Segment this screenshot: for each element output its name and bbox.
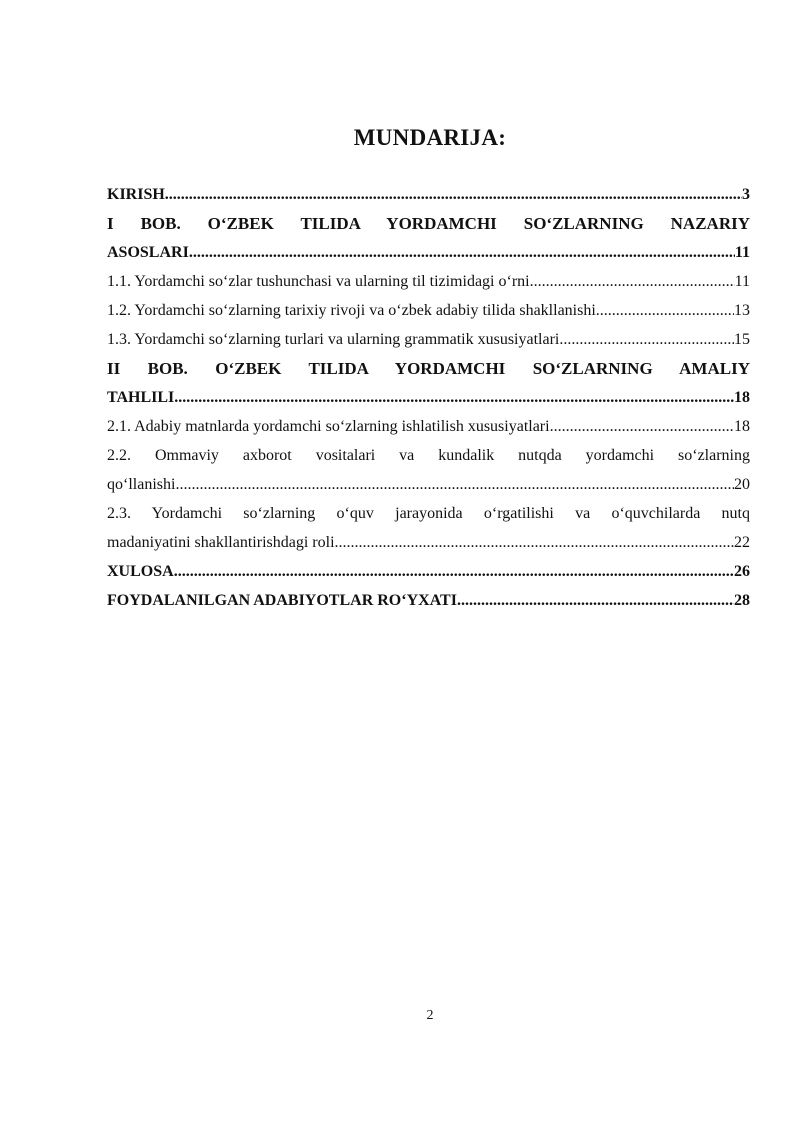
toc-entry-page: 11 — [734, 273, 750, 290]
toc-entry-label: KIRISH — [107, 186, 165, 203]
toc-entry-adabiyotlar[interactable] — [107, 586, 750, 615]
dot-leader — [530, 267, 735, 296]
toc-entry-1-3[interactable] — [107, 325, 750, 354]
toc-entry-label: 1.1. Yordamchi so‘zlar tushunchasi va ularning til tizimidagi o‘rni — [107, 273, 530, 290]
toc-entry-bob2-line1[interactable]: II BOB. O‘ZBEK TILIDA YORDAMCHI SO‘ZLARNING AMALIY — [107, 359, 750, 378]
toc-entry-1-1[interactable] — [107, 267, 750, 296]
toc-entry-2-2-line1[interactable]: 2.2. Ommaviy axborot vositalari va kundalik nutqda yordamchi so‘zlarning — [107, 447, 750, 464]
toc-entry-label: 1.3. Yordamchi so‘zlarning turlari va ularning grammatik xususiyatlari — [107, 331, 560, 348]
page-number: 2 — [426, 1008, 434, 1023]
toc-entry-label: FOYDALANILGAN ADABIYOTLAR RO‘YXATI — [107, 592, 457, 609]
toc-entry-label: XULOSA — [107, 563, 174, 580]
toc-entry-label: ASOSLARI — [107, 244, 189, 261]
toc-entry-page: 26 — [734, 563, 750, 580]
page-title: MUNDARIJA: — [353, 125, 507, 150]
dot-leader — [550, 412, 734, 441]
toc-entry-page: 18 — [734, 418, 750, 435]
dot-leader — [457, 586, 734, 615]
dot-leader — [596, 296, 734, 325]
toc-entry-bob2-line2[interactable] — [107, 383, 750, 412]
toc-entry-page: 20 — [734, 476, 750, 493]
toc-entry-2-3-line1[interactable]: 2.3. Yordamchi so‘zlarning o‘quv jarayonida o‘rgatilishi va o‘quvchilarda nutq — [107, 505, 750, 522]
toc-entry-label: 1.2. Yordamchi so‘zlarning tarixiy rivoji va o‘zbek adabiy tilida shakllanishi — [107, 302, 596, 319]
dot-leader — [189, 238, 735, 267]
toc-entry-page: 18 — [734, 389, 750, 406]
dot-leader — [559, 325, 734, 354]
dot-leader — [335, 528, 734, 557]
toc-entry-xulosa[interactable] — [107, 557, 750, 586]
toc-entry-bob1-line2[interactable] — [107, 238, 750, 267]
toc-entry-bob1-line1[interactable]: I BOB. O‘ZBEK TILIDA YORDAMCHI SO‘ZLARNING NAZARIY — [107, 214, 750, 233]
dot-leader — [165, 180, 742, 209]
toc-entry-page: 28 — [734, 592, 750, 609]
toc-entry-label: qo‘llanishi — [107, 476, 176, 493]
toc-entry-page: 11 — [734, 244, 750, 261]
toc-entry-kirish[interactable] — [107, 180, 750, 209]
toc-entry-label: madaniyatini shakllantirishdagi roli — [107, 534, 335, 551]
dot-leader — [175, 470, 734, 499]
toc-entry-page: 3 — [742, 186, 750, 203]
toc-entry-1-2[interactable] — [107, 296, 750, 325]
toc-entry-page: 22 — [734, 534, 750, 551]
toc-entry-2-3-line2[interactable] — [107, 528, 750, 557]
dot-leader — [174, 383, 734, 412]
toc-entry-2-1[interactable] — [107, 412, 750, 441]
dot-leader — [174, 557, 734, 586]
toc-entry-label: TAHLILI — [107, 389, 175, 406]
toc-entry-page: 13 — [734, 302, 750, 319]
table-of-contents — [107, 180, 750, 615]
toc-entry-page: 15 — [734, 331, 750, 348]
toc-entry-label: 2.1. Adabiy matnlarda yordamchi so‘zlarning ishlatilish xususiyatlari — [107, 418, 550, 435]
toc-entry-2-2-line2[interactable] — [107, 470, 750, 499]
